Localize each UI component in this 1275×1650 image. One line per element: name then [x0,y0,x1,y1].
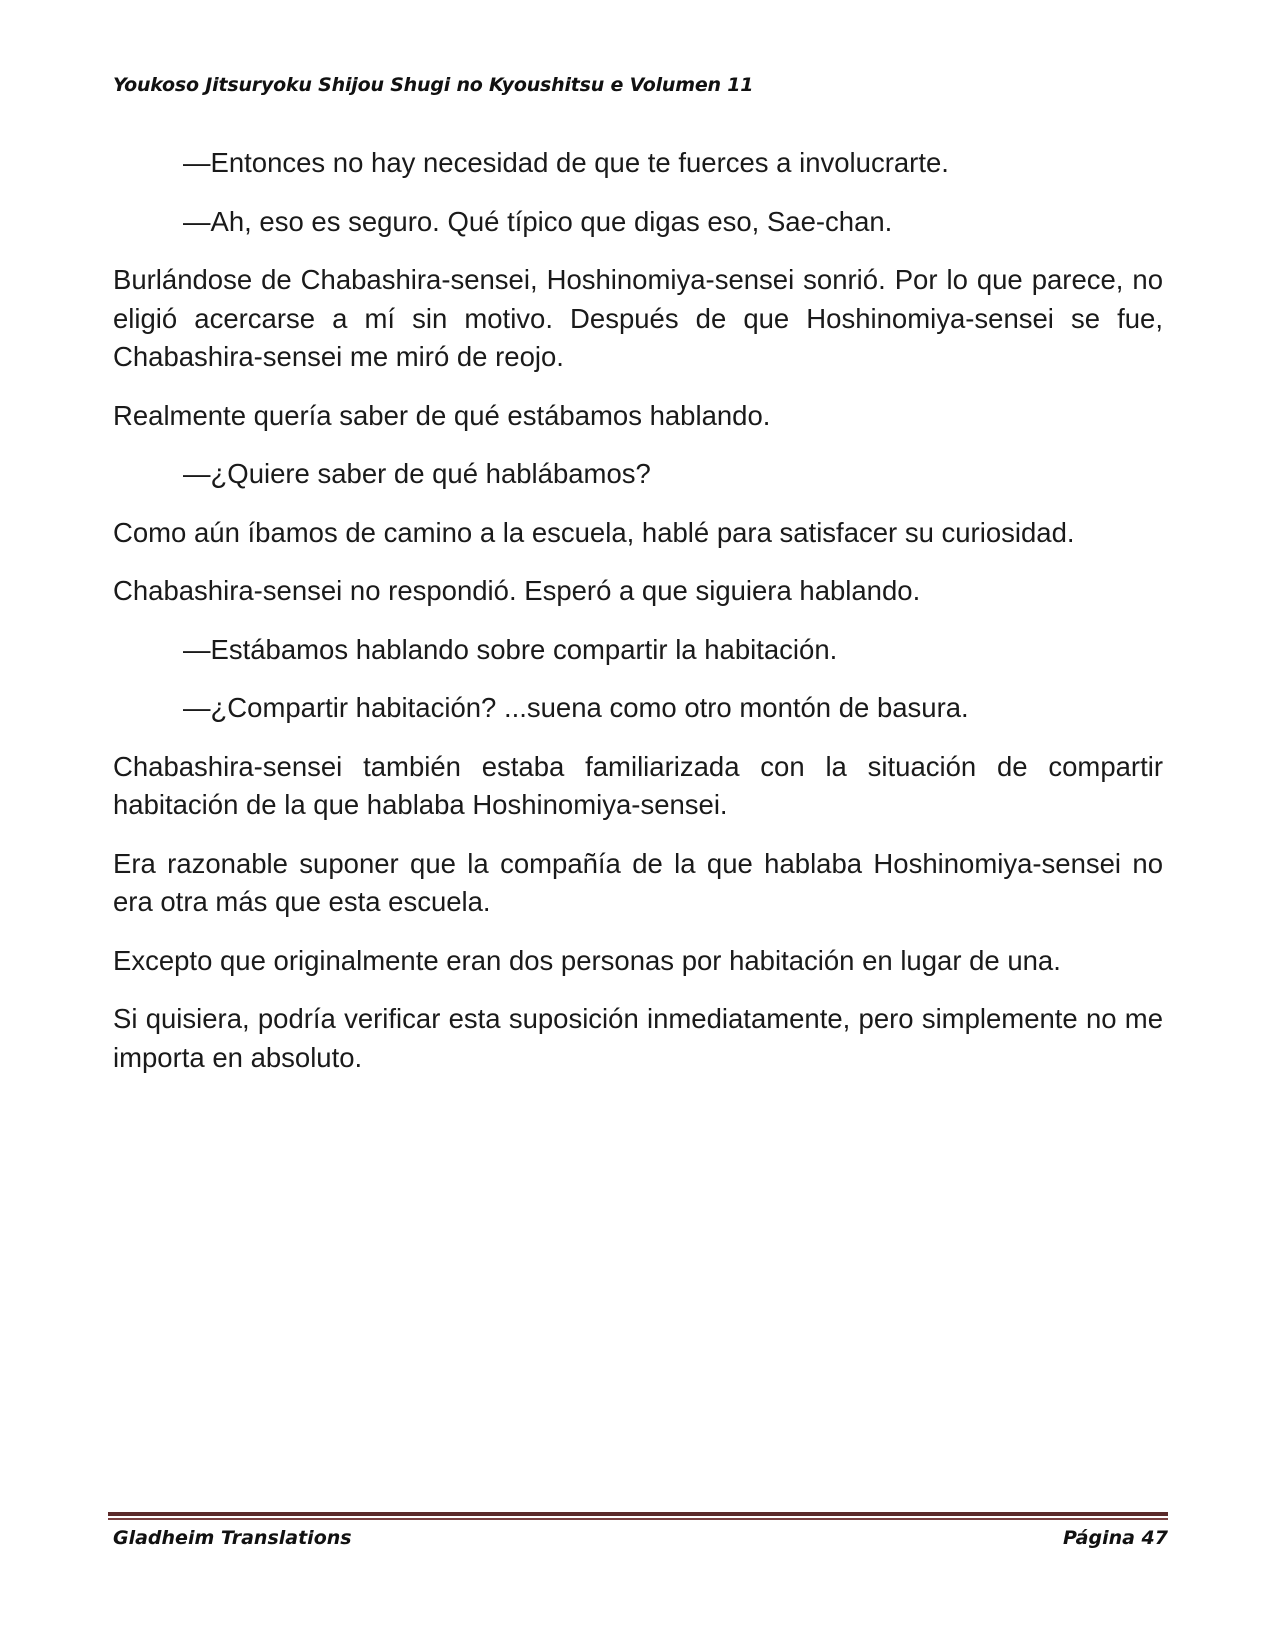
paragraph: Como aún íbamos de camino a la escuela, hablé para satisfacer su curiosidad. [113,516,1075,548]
paragraph: —Entonces no hay necesidad de que te fuerces a involucrarte. [183,147,949,178]
footer-divider-thin [108,1518,1168,1520]
paragraph: —Estábamos hablando sobre compartir la habitación. [183,633,838,665]
footer-page-number: Página 47 [1062,1527,1168,1549]
paragraph: Excepto que originalmente eran dos personas por habitación en lugar de una. [113,944,1061,976]
paragraph: Chabashira-sensei no respondió. Esperó a que siguiera hablando. [113,575,921,606]
page-header-title: Youkoso Jitsuryoku Shijou Shugi no Kyoushitsu e Volumen 11 [113,74,754,96]
body-text [113,144,1163,1097]
paragraph: Chabashira-sensei también estaba familiarizada con la situación de compartir habitación de la que hablaba Hoshinomiya-sensei. [113,750,1163,820]
footer-translator-credit: Gladheim Translations [113,1527,352,1549]
footer-divider-thick [108,1512,1168,1516]
paragraph: —¿Quiere saber de qué hablábamos? [183,458,651,489]
paragraph: —¿Compartir habitación? ...suena como otro montón de basura. [183,692,969,723]
paragraph: Realmente quería saber de qué estábamos hablando. [113,399,771,431]
paragraph: Si quisiera, podría verificar esta suposición inmediatamente, pero simplemente no me importa en absoluto. [113,1003,1163,1073]
paragraph: Era razonable suponer que la compañía de la que hablaba Hoshinomiya-sensei no era otra más que esta escuela. [113,847,1163,917]
paragraph: Burlándose de Chabashira-sensei, Hoshinomiya-sensei sonrió. Por lo que parece, no eligió acercarse a mí sin motivo. Después de que Hoshinomiya-sensei se fue, Chabashira-sensei me miró de reojo. [113,264,1163,372]
paragraph: —Ah, eso es seguro. Qué típico que digas eso, Sae-chan. [183,205,893,237]
